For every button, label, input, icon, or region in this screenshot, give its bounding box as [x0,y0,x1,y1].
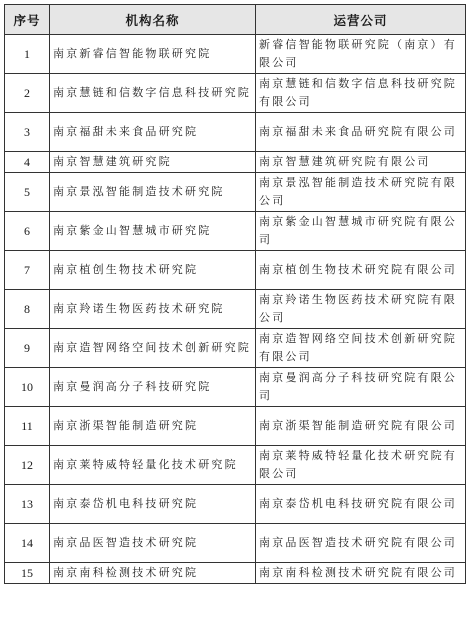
table-row [5,407,466,446]
cell-institution-name: 南京莱特威特轻量化技术研究院 [50,446,256,485]
table-row [5,113,466,152]
cell-operating-company: 新睿信智能物联研究院（南京）有限公司 [256,35,466,74]
cell-operating-company: 南京莱特威特轻量化技术研究院有限公司 [256,446,466,485]
cell-institution-name: 南京智慧建筑研究院 [50,152,256,173]
cell-institution-name: 南京植创生物技术研究院 [50,251,256,290]
cell-serial-number: 5 [5,173,50,212]
cell-operating-company: 南京南科检测技术研究院有限公司 [256,563,466,584]
table-header-row [5,5,466,35]
cell-operating-company: 南京浙渠智能制造研究院有限公司 [256,407,466,446]
header-operating-company: 运营公司 [256,5,466,35]
cell-serial-number: 9 [5,329,50,368]
cell-institution-name: 南京福甜未来食品研究院 [50,113,256,152]
table-row [5,329,466,368]
cell-serial-number: 1 [5,35,50,74]
cell-serial-number: 10 [5,368,50,407]
cell-operating-company: 南京智慧建筑研究院有限公司 [256,152,466,173]
cell-operating-company: 南京曼润高分子科技研究院有限公司 [256,368,466,407]
table-row [5,173,466,212]
table-row [5,74,466,113]
cell-institution-name: 南京紫金山智慧城市研究院 [50,212,256,251]
institutions-table [4,4,466,584]
cell-institution-name: 南京景泓智能制造技术研究院 [50,173,256,212]
cell-serial-number: 12 [5,446,50,485]
table-row [5,368,466,407]
cell-serial-number: 11 [5,407,50,446]
cell-operating-company: 南京羚诺生物医药技术研究院有限公司 [256,290,466,329]
table-row [5,485,466,524]
cell-institution-name: 南京浙渠智能制造研究院 [50,407,256,446]
cell-serial-number: 14 [5,524,50,563]
cell-institution-name: 南京南科检测技术研究院 [50,563,256,584]
table-row [5,446,466,485]
table-row [5,251,466,290]
cell-operating-company: 南京紫金山智慧城市研究院有限公司 [256,212,466,251]
cell-operating-company: 南京植创生物技术研究院有限公司 [256,251,466,290]
cell-serial-number: 13 [5,485,50,524]
table-row [5,152,466,173]
cell-operating-company: 南京慧链和信数字信息科技研究院有限公司 [256,74,466,113]
table-row [5,212,466,251]
cell-operating-company: 南京景泓智能制造技术研究院有限公司 [256,173,466,212]
cell-institution-name: 南京泰岱机电科技研究院 [50,485,256,524]
cell-serial-number: 3 [5,113,50,152]
cell-serial-number: 8 [5,290,50,329]
cell-serial-number: 2 [5,74,50,113]
table-row [5,290,466,329]
cell-serial-number: 6 [5,212,50,251]
header-institution-name: 机构名称 [50,5,256,35]
cell-institution-name: 南京羚诺生物医药技术研究院 [50,290,256,329]
cell-serial-number: 4 [5,152,50,173]
table-row [5,524,466,563]
cell-institution-name: 南京造智网络空间技术创新研究院 [50,329,256,368]
cell-serial-number: 7 [5,251,50,290]
institutions-table-container [4,4,465,584]
table-row [5,563,466,584]
cell-institution-name: 南京新睿信智能物联研究院 [50,35,256,74]
table-row [5,35,466,74]
cell-operating-company: 南京品医智造技术研究院有限公司 [256,524,466,563]
cell-institution-name: 南京品医智造技术研究院 [50,524,256,563]
header-serial-number: 序号 [5,5,50,35]
cell-operating-company: 南京造智网络空间技术创新研究院有限公司 [256,329,466,368]
cell-serial-number: 15 [5,563,50,584]
cell-operating-company: 南京泰岱机电科技研究院有限公司 [256,485,466,524]
cell-institution-name: 南京慧链和信数字信息科技研究院 [50,74,256,113]
cell-institution-name: 南京曼润高分子科技研究院 [50,368,256,407]
cell-operating-company: 南京福甜未来食品研究院有限公司 [256,113,466,152]
